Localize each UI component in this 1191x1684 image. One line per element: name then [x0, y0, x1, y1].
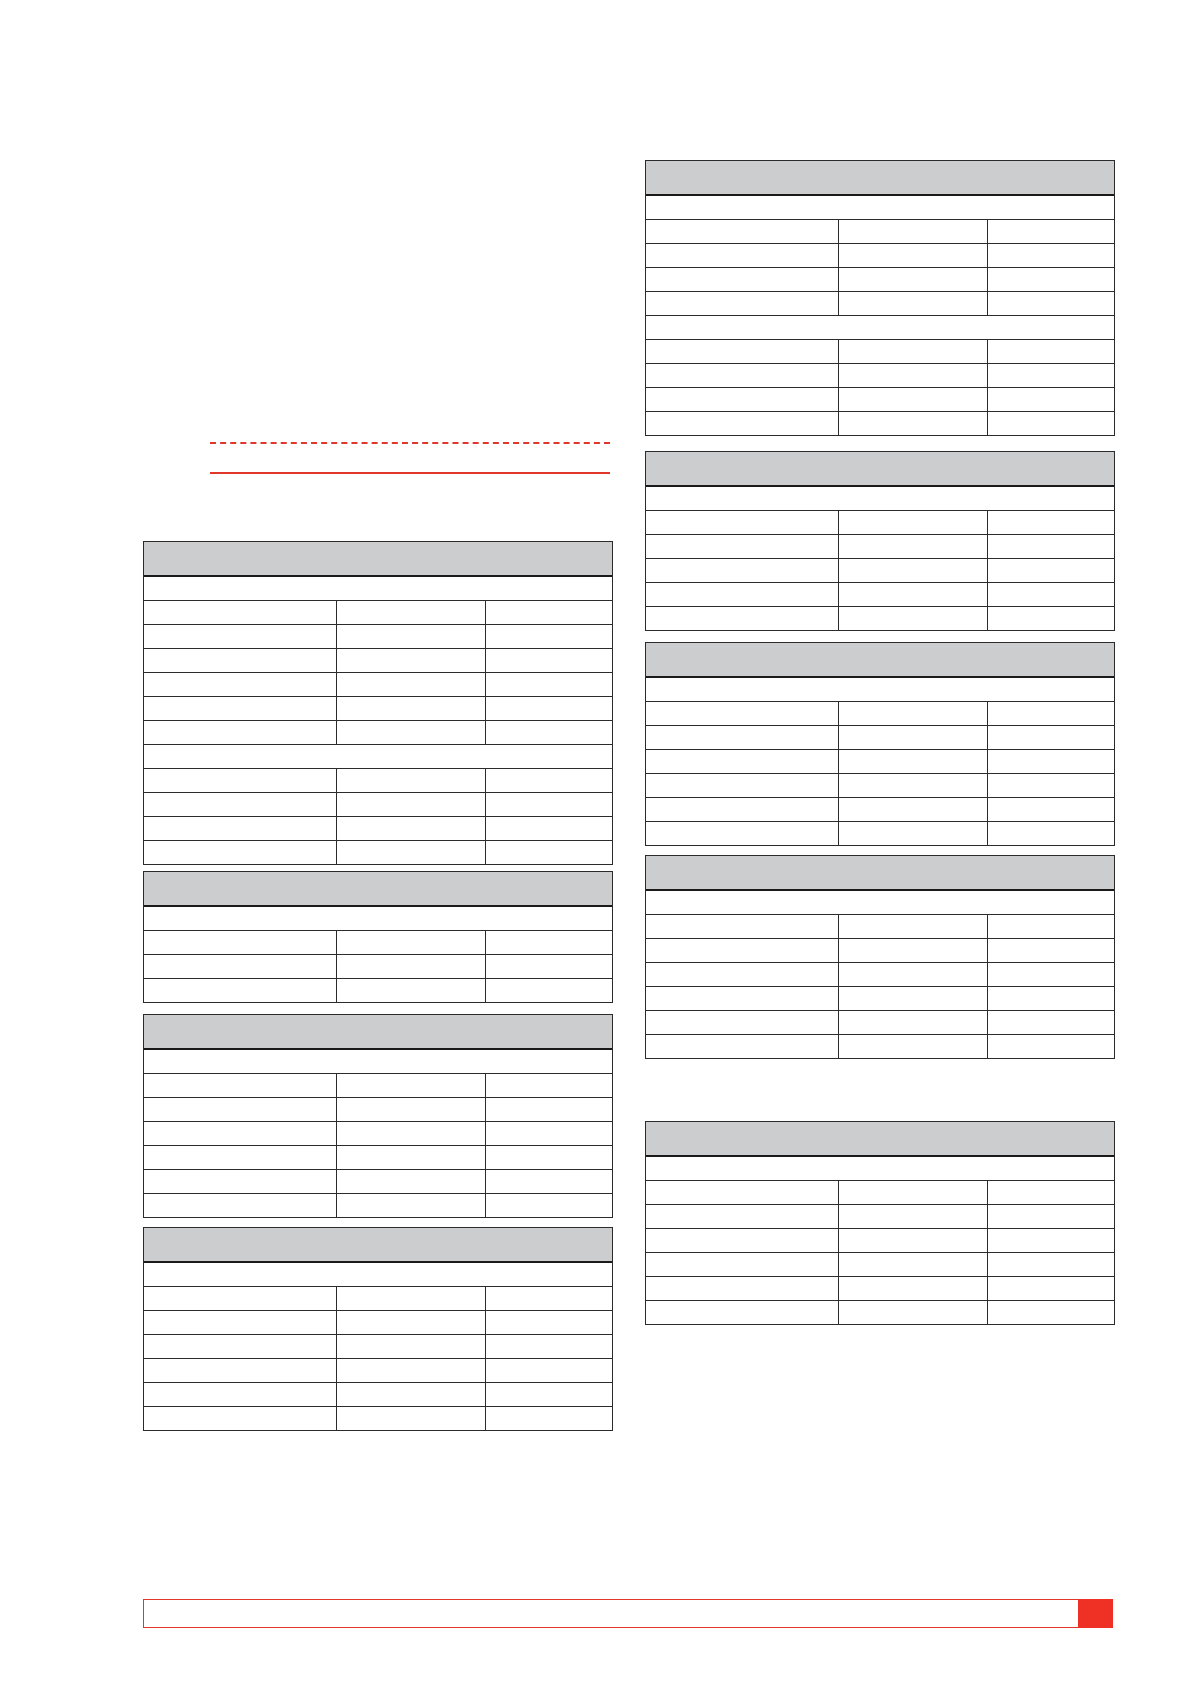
table-row [144, 793, 612, 817]
unit-cell [988, 1301, 1114, 1324]
value-cell [839, 1277, 988, 1300]
table-row [144, 841, 612, 864]
section-row [646, 1157, 1114, 1181]
table-row [144, 1407, 612, 1430]
value-cell [337, 817, 486, 840]
table-row [646, 1301, 1114, 1324]
value-cell [337, 769, 486, 792]
table-row [646, 1277, 1114, 1301]
unit-cell [486, 1407, 612, 1430]
unit-cell [988, 1035, 1114, 1058]
unit-cell [988, 1011, 1114, 1034]
label-cell [646, 244, 839, 267]
table-row [144, 1170, 612, 1194]
label-cell [646, 1301, 839, 1324]
unit-cell [486, 841, 612, 864]
value-cell [337, 625, 486, 648]
unit-cell [988, 1253, 1114, 1276]
table-row [646, 1229, 1114, 1253]
table-header [646, 161, 1114, 196]
unit-cell [486, 1359, 612, 1382]
value-cell [337, 841, 486, 864]
table-row [646, 412, 1114, 435]
table-row [144, 649, 612, 673]
table-row [646, 798, 1114, 822]
table-row [144, 1383, 612, 1407]
label-cell [646, 220, 839, 243]
table-row [144, 769, 612, 793]
section-cell [646, 196, 1114, 219]
unit-cell [988, 822, 1114, 845]
label-cell [144, 625, 337, 648]
label-cell [646, 388, 839, 411]
value-cell [337, 721, 486, 744]
section-cell [646, 678, 1114, 701]
table-row [646, 244, 1114, 268]
form-table-1 [143, 541, 613, 865]
section-row [646, 678, 1114, 702]
section-cell [646, 891, 1114, 914]
unit-cell [988, 798, 1114, 821]
unit-cell [486, 1170, 612, 1193]
value-cell [839, 963, 988, 986]
form-table-5 [645, 160, 1115, 436]
section-row [646, 316, 1114, 340]
value-cell [337, 601, 486, 624]
unit-cell [486, 601, 612, 624]
unit-cell [988, 726, 1114, 749]
section-row [144, 745, 612, 769]
unit-cell [486, 793, 612, 816]
table-row [646, 559, 1114, 583]
value-cell [839, 702, 988, 725]
unit-cell [988, 1229, 1114, 1252]
table-row [646, 388, 1114, 412]
unit-cell [486, 1194, 612, 1217]
table-row [646, 915, 1114, 939]
value-cell [839, 559, 988, 582]
table-row [144, 979, 612, 1002]
table-header [144, 872, 612, 907]
value-cell [337, 1335, 486, 1358]
value-cell [839, 726, 988, 749]
section-cell [646, 487, 1114, 510]
unit-cell [486, 979, 612, 1002]
value-cell [839, 220, 988, 243]
value-cell [337, 1098, 486, 1121]
value-cell [337, 673, 486, 696]
section-cell [144, 745, 612, 768]
unit-cell [486, 1311, 612, 1334]
table-row [646, 292, 1114, 316]
label-cell [144, 1359, 337, 1382]
label-cell [646, 268, 839, 291]
unit-cell [486, 1122, 612, 1145]
section-row [646, 891, 1114, 915]
table-row [144, 931, 612, 955]
value-cell [839, 1229, 988, 1252]
table-row [144, 1146, 612, 1170]
unit-cell [988, 412, 1114, 435]
form-table-4 [143, 1227, 613, 1431]
table-row [646, 535, 1114, 559]
label-cell [646, 1229, 839, 1252]
value-cell [337, 1122, 486, 1145]
label-cell [144, 1311, 337, 1334]
section-cell [144, 1050, 612, 1073]
value-cell [839, 268, 988, 291]
label-cell [144, 793, 337, 816]
label-cell [144, 1074, 337, 1097]
table-row [646, 583, 1114, 607]
value-cell [839, 388, 988, 411]
table-row [144, 817, 612, 841]
label-cell [144, 1287, 337, 1310]
value-cell [839, 607, 988, 630]
label-cell [144, 1122, 337, 1145]
page-number-block [1078, 1599, 1113, 1628]
unit-cell [486, 721, 612, 744]
table-row [646, 1253, 1114, 1277]
form-table-9 [645, 1121, 1115, 1325]
section-cell [144, 907, 612, 930]
footer-bar [143, 1599, 1111, 1628]
section-cell [646, 1157, 1114, 1180]
label-cell [144, 955, 337, 978]
table-row [646, 822, 1114, 845]
label-cell [646, 412, 839, 435]
unit-cell [988, 702, 1114, 725]
value-cell [839, 292, 988, 315]
value-cell [839, 364, 988, 387]
form-table-6 [645, 451, 1115, 631]
unit-cell [988, 535, 1114, 558]
section-cell [646, 316, 1114, 339]
unit-cell [486, 955, 612, 978]
value-cell [839, 583, 988, 606]
table-row [646, 1011, 1114, 1035]
value-cell [337, 1359, 486, 1382]
form-table-3 [143, 1014, 613, 1218]
value-cell [839, 1205, 988, 1228]
label-cell [646, 607, 839, 630]
value-cell [839, 340, 988, 363]
section-cell [144, 1263, 612, 1286]
table-header [646, 1122, 1114, 1157]
unit-cell [486, 931, 612, 954]
value-cell [839, 750, 988, 773]
section-row [646, 487, 1114, 511]
unit-cell [988, 583, 1114, 606]
label-cell [646, 750, 839, 773]
value-cell [337, 793, 486, 816]
unit-cell [988, 364, 1114, 387]
table-header [646, 856, 1114, 891]
value-cell [839, 412, 988, 435]
unit-cell [486, 1074, 612, 1097]
section-row [144, 1050, 612, 1074]
unit-cell [486, 649, 612, 672]
label-cell [144, 1146, 337, 1169]
table-row [144, 1074, 612, 1098]
unit-cell [486, 769, 612, 792]
table-row [144, 1311, 612, 1335]
table-row [646, 702, 1114, 726]
unit-cell [988, 774, 1114, 797]
unit-cell [486, 1335, 612, 1358]
table-row [646, 268, 1114, 292]
value-cell [839, 1253, 988, 1276]
label-cell [646, 1035, 839, 1058]
unit-cell [988, 388, 1114, 411]
table-header [646, 452, 1114, 487]
unit-cell [486, 1098, 612, 1121]
label-cell [646, 1277, 839, 1300]
label-cell [646, 583, 839, 606]
table-row [646, 364, 1114, 388]
section-row [144, 577, 612, 601]
label-cell [144, 1170, 337, 1193]
table-row [646, 511, 1114, 535]
unit-cell [988, 987, 1114, 1010]
form-table-8 [645, 855, 1115, 1059]
label-cell [646, 535, 839, 558]
value-cell [839, 535, 988, 558]
unit-cell [486, 697, 612, 720]
value-cell [839, 915, 988, 938]
unit-cell [988, 1205, 1114, 1228]
form-table-2 [143, 871, 613, 1003]
unit-cell [988, 939, 1114, 962]
table-row [646, 750, 1114, 774]
label-cell [646, 774, 839, 797]
label-cell [144, 979, 337, 1002]
value-cell [337, 955, 486, 978]
label-cell [144, 1335, 337, 1358]
label-cell [144, 841, 337, 864]
unit-cell [988, 268, 1114, 291]
label-cell [646, 1205, 839, 1228]
label-cell [646, 822, 839, 845]
table-row [144, 673, 612, 697]
unit-cell [486, 1383, 612, 1406]
table-row [646, 726, 1114, 750]
value-cell [337, 1383, 486, 1406]
label-cell [646, 939, 839, 962]
value-cell [337, 1287, 486, 1310]
label-cell [646, 559, 839, 582]
unit-cell [988, 607, 1114, 630]
unit-cell [988, 244, 1114, 267]
form-table-7 [645, 642, 1115, 846]
label-cell [144, 601, 337, 624]
label-cell [646, 963, 839, 986]
value-cell [839, 1301, 988, 1324]
value-cell [839, 987, 988, 1010]
value-cell [337, 1074, 486, 1097]
label-cell [144, 649, 337, 672]
table-row [144, 955, 612, 979]
unit-cell [486, 625, 612, 648]
label-cell [646, 726, 839, 749]
table-row [646, 1205, 1114, 1229]
value-cell [839, 1035, 988, 1058]
table-row [144, 721, 612, 745]
label-cell [646, 702, 839, 725]
label-cell [144, 769, 337, 792]
value-cell [337, 1194, 486, 1217]
label-cell [144, 697, 337, 720]
value-cell [839, 1011, 988, 1034]
value-cell [337, 979, 486, 1002]
table-row [144, 697, 612, 721]
value-cell [839, 244, 988, 267]
value-cell [839, 774, 988, 797]
table-row [144, 1335, 612, 1359]
table-row [646, 340, 1114, 364]
value-cell [337, 1146, 486, 1169]
label-cell [646, 987, 839, 1010]
unit-cell [988, 963, 1114, 986]
table-row [144, 1194, 612, 1217]
unit-cell [988, 292, 1114, 315]
value-cell [839, 822, 988, 845]
label-cell [646, 340, 839, 363]
unit-cell [486, 673, 612, 696]
table-row [646, 1035, 1114, 1058]
label-cell [144, 1098, 337, 1121]
label-cell [646, 292, 839, 315]
table-header [144, 1228, 612, 1263]
label-cell [144, 817, 337, 840]
table-header [646, 643, 1114, 678]
table-row [144, 601, 612, 625]
value-cell [839, 511, 988, 534]
label-cell [646, 915, 839, 938]
label-cell [144, 673, 337, 696]
table-row [144, 1359, 612, 1383]
section-row [646, 196, 1114, 220]
table-header [144, 542, 612, 577]
unit-cell [988, 559, 1114, 582]
label-cell [646, 1181, 839, 1204]
unit-cell [486, 1146, 612, 1169]
solid-rule [210, 472, 610, 474]
label-cell [646, 798, 839, 821]
table-row [646, 220, 1114, 244]
table-row [646, 774, 1114, 798]
value-cell [337, 697, 486, 720]
value-cell [337, 1170, 486, 1193]
table-row [144, 625, 612, 649]
table-row [144, 1098, 612, 1122]
table-row [646, 607, 1114, 630]
label-cell [646, 1253, 839, 1276]
section-cell [144, 577, 612, 600]
table-header [144, 1015, 612, 1050]
section-row [144, 907, 612, 931]
table-row [646, 963, 1114, 987]
label-cell [646, 364, 839, 387]
unit-cell [486, 1287, 612, 1310]
table-row [646, 939, 1114, 963]
table-row [646, 1181, 1114, 1205]
label-cell [144, 931, 337, 954]
unit-cell [988, 340, 1114, 363]
value-cell [839, 798, 988, 821]
value-cell [337, 931, 486, 954]
label-cell [144, 1383, 337, 1406]
table-row [144, 1122, 612, 1146]
value-cell [337, 649, 486, 672]
unit-cell [988, 915, 1114, 938]
label-cell [144, 1407, 337, 1430]
unit-cell [988, 220, 1114, 243]
unit-cell [988, 750, 1114, 773]
section-row [144, 1263, 612, 1287]
unit-cell [486, 817, 612, 840]
label-cell [646, 511, 839, 534]
value-cell [337, 1311, 486, 1334]
value-cell [839, 939, 988, 962]
value-cell [337, 1407, 486, 1430]
unit-cell [988, 511, 1114, 534]
table-row [646, 987, 1114, 1011]
unit-cell [988, 1181, 1114, 1204]
label-cell [144, 1194, 337, 1217]
unit-cell [988, 1277, 1114, 1300]
value-cell [839, 1181, 988, 1204]
label-cell [144, 721, 337, 744]
label-cell [646, 1011, 839, 1034]
dashed-rule [210, 442, 610, 444]
table-row [144, 1287, 612, 1311]
